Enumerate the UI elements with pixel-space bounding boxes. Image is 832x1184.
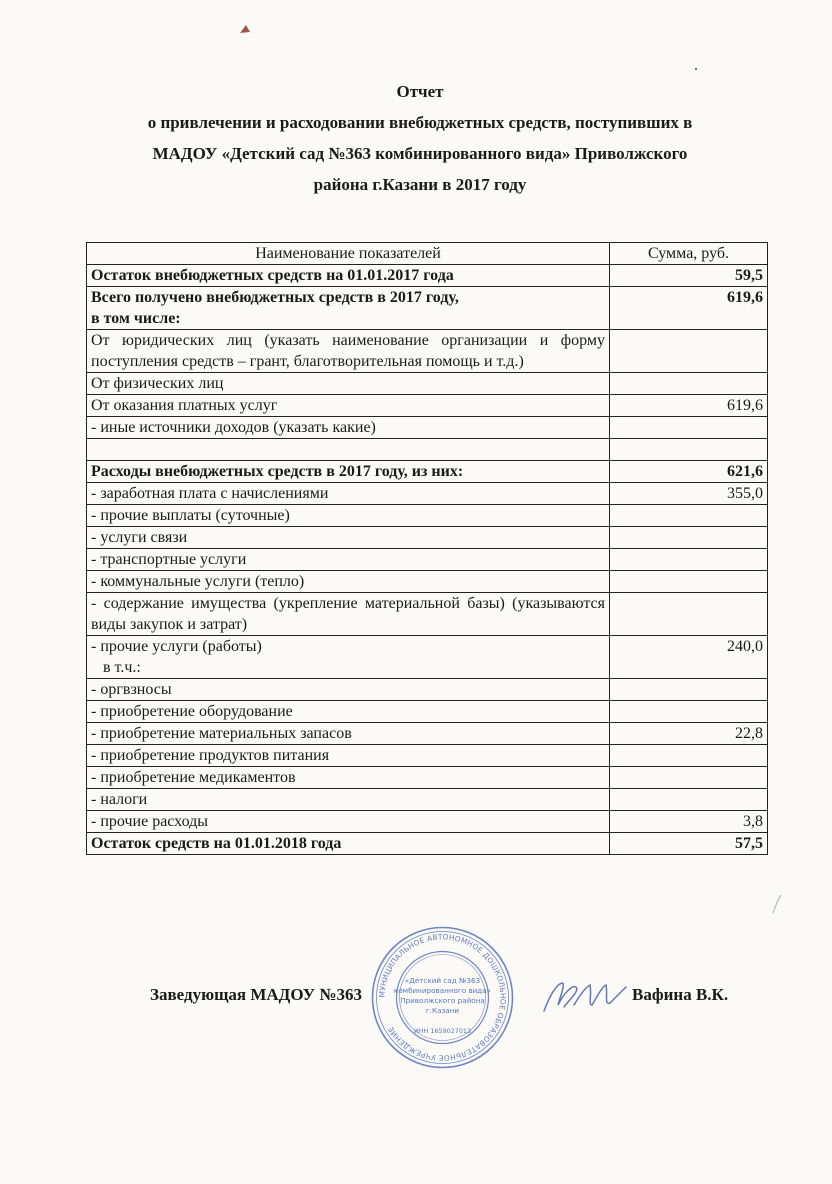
table-row-legal-entities	[87, 330, 768, 373]
report-title	[80, 76, 760, 200]
table-row-materials	[87, 723, 768, 745]
row-label: - услуги связи	[87, 527, 610, 549]
row-label: Остаток средств на 01.01.2018 года	[87, 833, 610, 855]
title-line-3: МАДОУ «Детский сад №363 комбинированного вида» Приволжского	[152, 144, 688, 163]
row-value: 57,5	[610, 833, 768, 855]
row-label	[87, 439, 610, 461]
row-label	[87, 636, 610, 679]
table-row-communication	[87, 527, 768, 549]
title-line-1: Отчет	[396, 82, 444, 101]
signatory-name: Вафина В.К.	[632, 985, 729, 1004]
stamp-center-line-3: Приволжского района	[400, 996, 485, 1005]
row-label: - приобретение материальных запасов	[87, 723, 610, 745]
row-value: 59,5	[610, 265, 768, 287]
title-line-4: района г.Казани в 2017 году	[313, 175, 527, 194]
row-value	[610, 679, 768, 701]
table-header-row	[87, 243, 768, 265]
row-value	[610, 593, 768, 636]
pencil-mark	[770, 893, 784, 917]
row-label: - содержание имущества (укрепление материальной базы) (указываются виды закупок и затрат)	[87, 593, 610, 636]
row-value	[610, 505, 768, 527]
row-value	[610, 439, 768, 461]
table-row-paid-services	[87, 395, 768, 417]
row-label-line-1: Всего получено внебюджетных средств в 2017 году,	[91, 289, 459, 306]
row-label: - иные источники доходов (указать какие)	[87, 417, 610, 439]
row-value: 3,8	[610, 811, 768, 833]
row-value: 619,6	[610, 287, 768, 330]
table-row-transport	[87, 549, 768, 571]
row-value	[610, 527, 768, 549]
row-value	[610, 417, 768, 439]
row-value	[610, 701, 768, 723]
row-label: - прочие расходы	[87, 811, 610, 833]
row-value: 619,6	[610, 395, 768, 417]
table-row-opening-balance	[87, 265, 768, 287]
stamp-ring-text: МУНИЦИПАЛЬНОЕ АВТОНОМНОЕ ДОШКОЛЬНОЕ ОБРАЗОВАТЕЛЬНОЕ УЧРЕЖДЕНИЕ	[377, 932, 508, 1063]
row-label-line-1: - прочие услуги (работы)	[91, 638, 262, 655]
row-value: 621,6	[610, 461, 768, 483]
row-label: От оказания платных услуг	[87, 395, 610, 417]
table-row-empty	[87, 439, 768, 461]
row-label: От физических лиц	[87, 373, 610, 395]
row-value: 355,0	[610, 483, 768, 505]
row-label: - приобретение медикаментов	[87, 767, 610, 789]
row-value	[610, 571, 768, 593]
table-row-medicines	[87, 767, 768, 789]
row-value	[610, 373, 768, 395]
table-row-other-payments	[87, 505, 768, 527]
row-label: - налоги	[87, 789, 610, 811]
row-label	[87, 287, 610, 330]
table-row-individuals	[87, 373, 768, 395]
table-row-other-expenses	[87, 811, 768, 833]
row-value: 240,0	[610, 636, 768, 679]
table-row-salary	[87, 483, 768, 505]
table-row-total-expenses	[87, 461, 768, 483]
ink-speck	[238, 24, 252, 36]
report-table	[86, 242, 768, 855]
row-value: 22,8	[610, 723, 768, 745]
row-label: От юридических лиц (указать наименование организации и форму поступления средств – грант, благотворительная помощь и т.д.)	[87, 330, 610, 373]
table-row-closing-balance	[87, 833, 768, 855]
row-label: Остаток внебюджетных средств на 01.01.2017 года	[87, 265, 610, 287]
row-value	[610, 745, 768, 767]
stamp-inn: ИНН 1659027013	[413, 1027, 472, 1035]
table-row-fees	[87, 679, 768, 701]
stamp-center-line-4: г.Казани	[425, 1006, 460, 1015]
header-sum: Сумма, руб.	[610, 243, 768, 265]
handwritten-signature	[538, 975, 628, 1020]
table-row-taxes	[87, 789, 768, 811]
table-row-other-services	[87, 636, 768, 679]
row-label: - приобретение продуктов питания	[87, 745, 610, 767]
table-row-food	[87, 745, 768, 767]
table-row-total-received	[87, 287, 768, 330]
row-label: - приобретение оборудование	[87, 701, 610, 723]
stamp-center-line-1: «Детский сад №363	[404, 976, 481, 985]
dust-speck	[693, 66, 699, 72]
row-label-line-2: в т.ч.:	[103, 659, 141, 676]
row-label: - заработная плата с начислениями	[87, 483, 610, 505]
signatory-position: Заведующая МАДОУ №363	[150, 985, 362, 1004]
title-line-2: о привлечении и расходовании внебюджетных средств, поступивших в	[147, 113, 693, 132]
header-name: Наименование показателей	[87, 243, 610, 265]
row-value	[610, 767, 768, 789]
row-label: - прочие выплаты (суточные)	[87, 505, 610, 527]
row-label: - транспортные услуги	[87, 549, 610, 571]
row-value	[610, 789, 768, 811]
row-label: Расходы внебюджетных средств в 2017 году, из них:	[87, 461, 610, 483]
row-label: - коммунальные услуги (тепло)	[87, 571, 610, 593]
table-row-property-maintenance	[87, 593, 768, 636]
row-label-line-2: в том числе:	[91, 310, 181, 327]
table-row-equipment	[87, 701, 768, 723]
table-row-utilities	[87, 571, 768, 593]
row-label: - оргвзносы	[87, 679, 610, 701]
official-stamp	[370, 925, 515, 1070]
row-value	[610, 549, 768, 571]
table-row-other-income	[87, 417, 768, 439]
row-value	[610, 330, 768, 373]
stamp-center-line-2: комбинированного вида»	[393, 986, 492, 995]
